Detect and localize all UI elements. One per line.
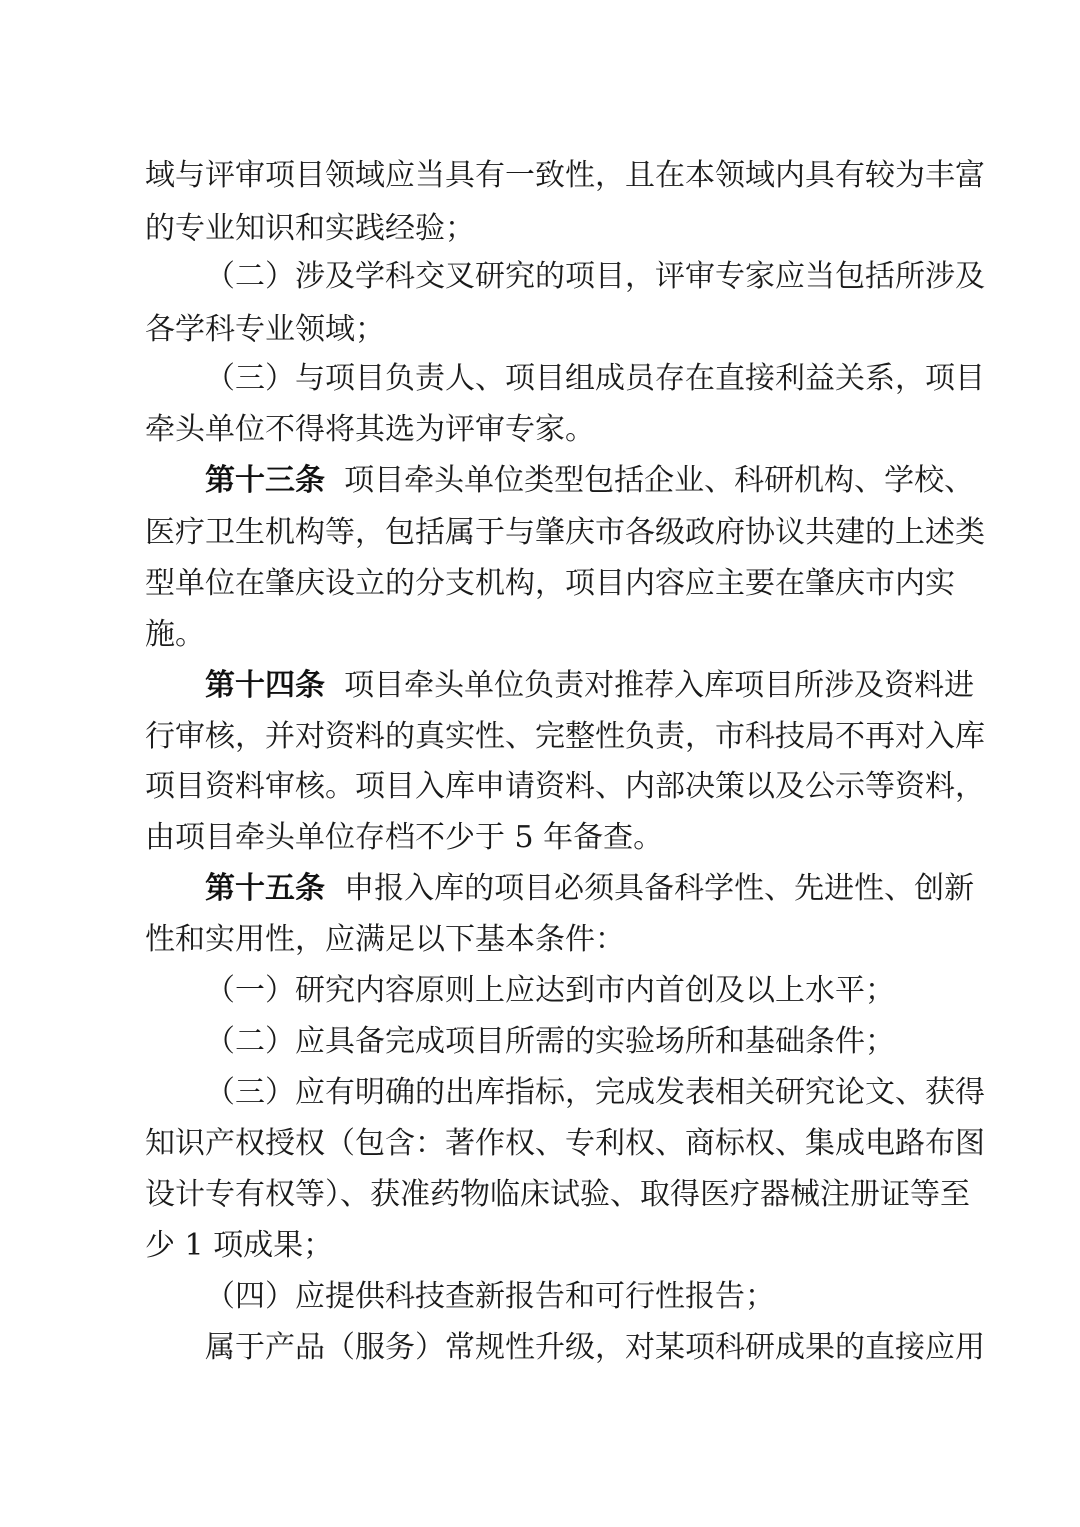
text-line: 的专业知识和实践经验； bbox=[145, 211, 475, 246]
article-14-line bbox=[205, 663, 975, 709]
text-line: 属于产品（服务）常规性升级，对某项科研成果的直接应用 bbox=[205, 1330, 985, 1365]
text-line: 牵头单位不得将其选为评审专家。 bbox=[145, 412, 595, 447]
text-line: （一）研究内容原则上应达到市内首创及以上水平； bbox=[205, 973, 895, 1008]
text-span bbox=[325, 871, 344, 906]
text-line: 施。 bbox=[145, 617, 205, 652]
article-13-line bbox=[205, 458, 975, 504]
text-span: 项目牵头单位负责对推荐入库项目所涉及资料进 bbox=[344, 668, 975, 703]
text-line: 域与评审项目领域应当具有一致性，且在本领域内具有较为丰富 bbox=[145, 158, 985, 193]
article-heading: 第十三条 bbox=[205, 463, 325, 498]
text-line: 行审核，并对资料的真实性、完整性负责，市科技局不再对入库 bbox=[145, 719, 985, 754]
text-line: 设计专有权等）、获准药物临床试验、取得医疗器械注册证等至 bbox=[145, 1177, 970, 1212]
text-span bbox=[325, 463, 344, 498]
text-line: 各学科专业领域； bbox=[145, 312, 385, 347]
text-span: 申报入库的项目必须具备科学性、先进性、创新 bbox=[344, 871, 975, 906]
text-line: 医疗卫生机构等，包括属于与肇庆市各级政府协议共建的上述类 bbox=[145, 515, 985, 550]
text-span: 项目牵头单位类型包括企业、科研机构、学校、 bbox=[344, 463, 975, 498]
text-line: （二）涉及学科交叉研究的项目，评审专家应当包括所涉及 bbox=[205, 259, 985, 294]
text-line: 知识产权授权（包含：著作权、专利权、商标权、集成电路布图 bbox=[145, 1126, 985, 1161]
article-15-line bbox=[205, 866, 975, 912]
text-line: （四）应提供科技查新报告和可行性报告； bbox=[205, 1279, 775, 1314]
text-line: （三）与项目负责人、项目组成员存在直接利益关系，项目 bbox=[205, 361, 985, 396]
text-line: （三）应有明确的出库指标，完成发表相关研究论文、获得 bbox=[205, 1075, 985, 1110]
text-span bbox=[325, 668, 344, 703]
text-line: 项目资料审核。项目入库申请资料、内部决策以及公示等资料， bbox=[145, 769, 985, 804]
article-heading: 第十四条 bbox=[205, 668, 325, 703]
text-line: （二）应具备完成项目所需的实验场所和基础条件； bbox=[205, 1024, 895, 1059]
text-line: 型单位在肇庆设立的分支机构，项目内容应主要在肇庆市内实 bbox=[145, 566, 955, 601]
text-line: 少 1 项成果； bbox=[145, 1228, 334, 1263]
article-heading: 第十五条 bbox=[205, 871, 325, 906]
text-line: 由项目牵头单位存档不少于 5 年备查。 bbox=[145, 820, 664, 855]
text-line: 性和实用性，应满足以下基本条件： bbox=[145, 922, 625, 957]
